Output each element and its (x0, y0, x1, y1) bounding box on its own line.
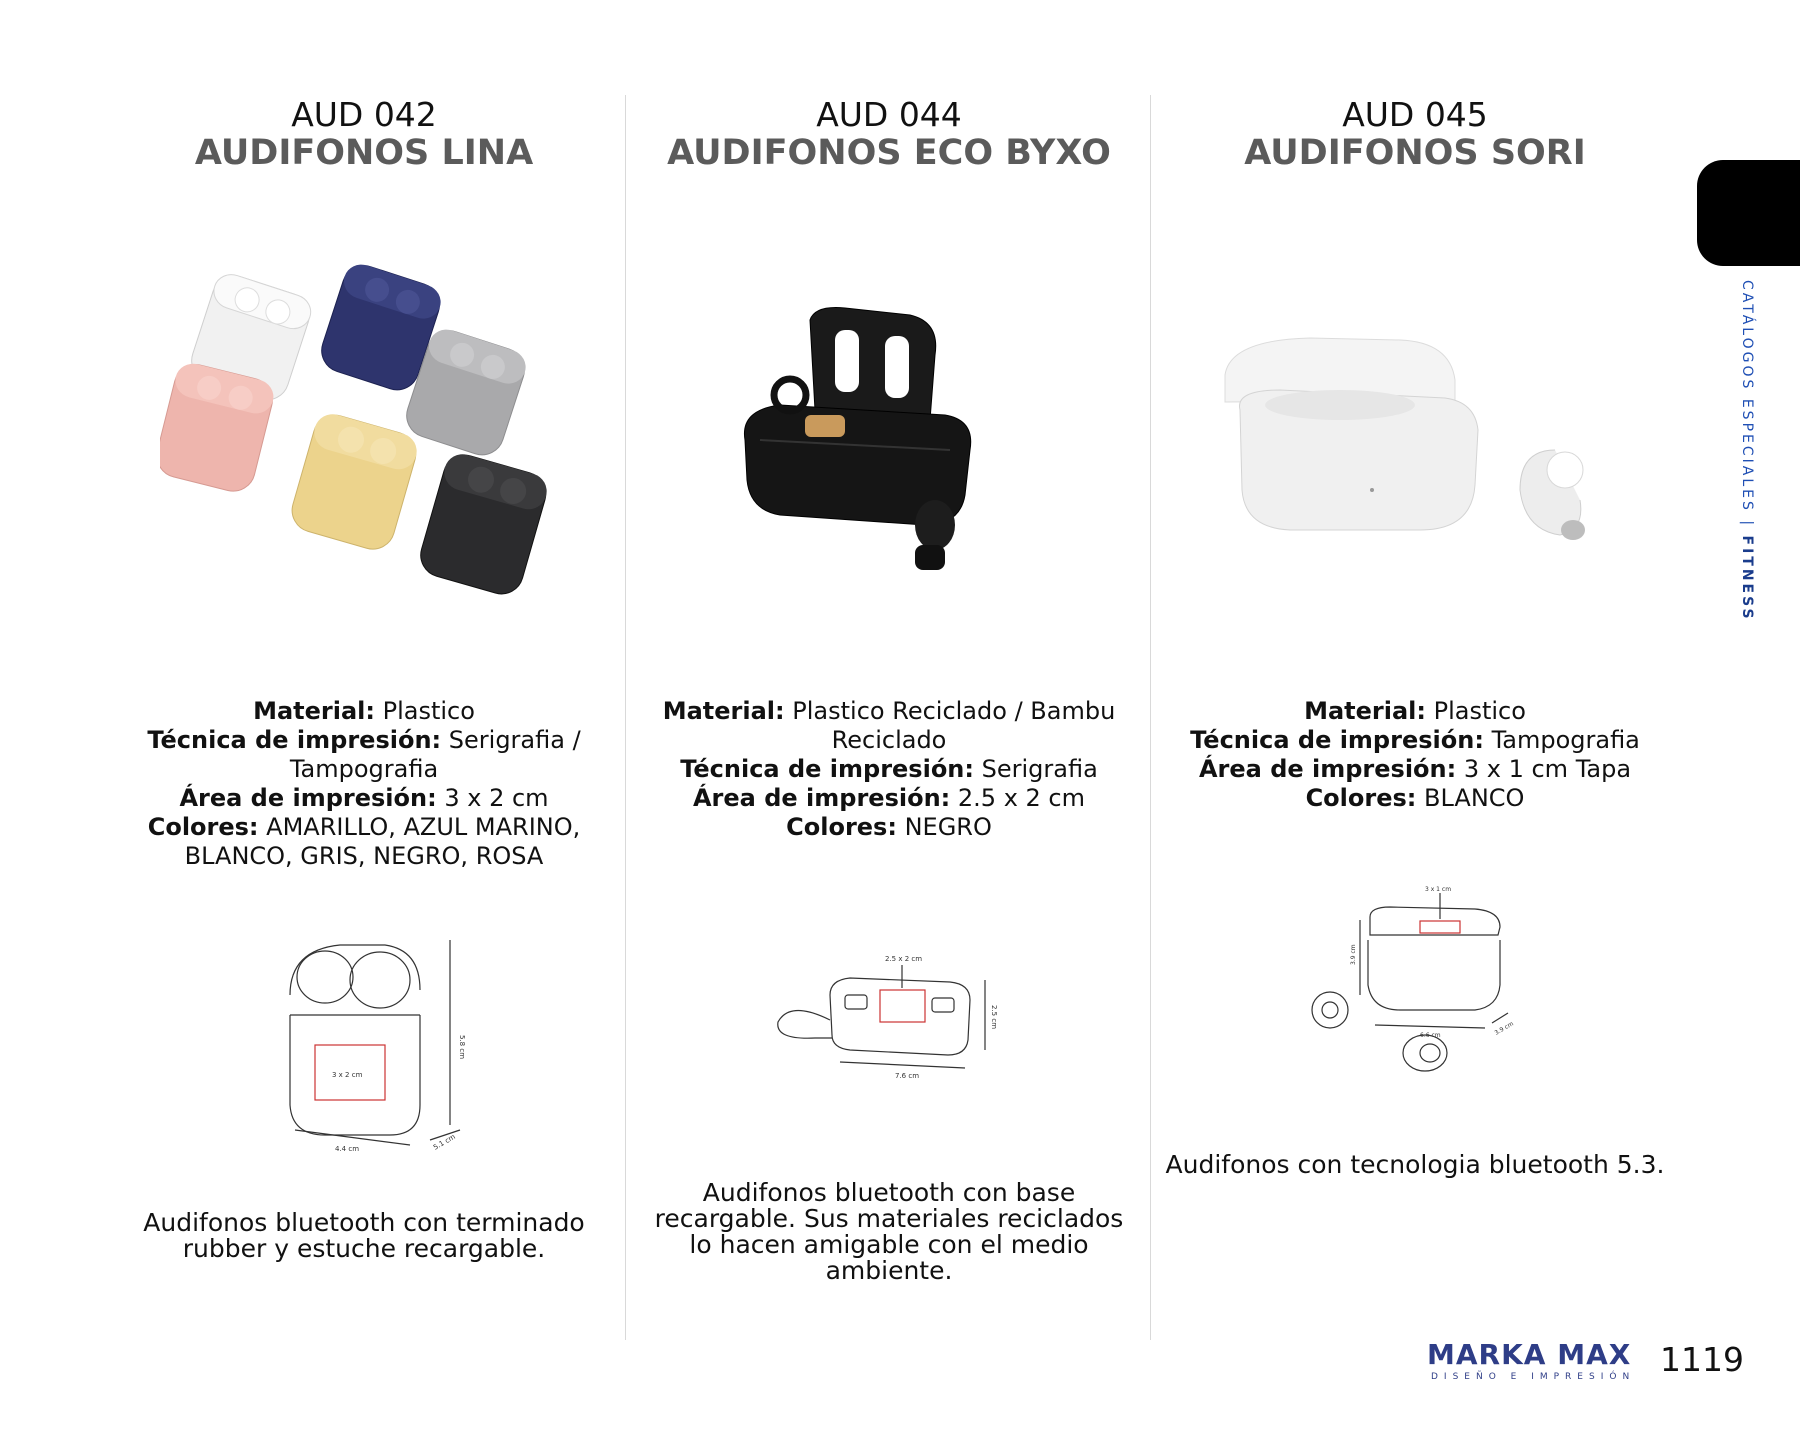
product-specs (640, 697, 1138, 842)
spec-technique: Técnica de impresión: Serigrafia (680, 755, 1098, 783)
spec-area: Área de impresión: 2.5 x 2 cm (692, 784, 1085, 812)
column-divider-1 (625, 95, 626, 1340)
sketch-height-label: 2.5 cm (990, 1005, 998, 1030)
product-photo-charging-case (735, 300, 1005, 590)
sketch-depth-label: 3.9 cm (1493, 1020, 1515, 1037)
spec-area: Área de impresión: 3 x 2 cm (179, 784, 549, 812)
column-divider-2 (1150, 95, 1151, 1340)
spec-colors: Colores: NEGRO (786, 813, 992, 841)
spec-technique: Técnica de impresión: Tampografia (1190, 726, 1640, 754)
sketch-area-label: 3 x 1 cm (1425, 886, 1452, 893)
section-side-label (1733, 280, 1763, 622)
spec-area: Área de impresión: 3 x 1 cm Tapa (1198, 755, 1632, 783)
sketch-height-label: 5.8 cm (458, 1035, 466, 1060)
product-name: AUDIFONOS ECO BYXO (667, 133, 1111, 173)
sketch-width-label: 6.6 cm (1420, 1032, 1441, 1039)
spec-technique: Técnica de impresión: Serigrafia / Tampografia (147, 726, 581, 783)
product-code: AUD 045 (1342, 95, 1488, 134)
product-name: AUDIFONOS LINA (194, 133, 534, 173)
sketch-depth-label: 5.1 cm (432, 1132, 457, 1152)
spec-material: Material: Plastico (1304, 697, 1526, 725)
sketch-area-label: 2.5 x 2 cm (885, 955, 923, 963)
sketch-area-label: 3 x 2 cm (332, 1071, 363, 1079)
spec-colors: Colores: BLANCO (1305, 784, 1525, 812)
technical-sketch (770, 950, 1000, 1085)
spec-material: Material: Plastico (253, 697, 475, 725)
side-separator: | (1739, 520, 1755, 529)
brand-name: MARKA MAX (1427, 1338, 1632, 1371)
product-name: AUDIFONOS SORI (1244, 133, 1586, 173)
spec-colors: Colores: AMARILLO, AZUL MARINO, BLANCO, GRIS, NEGRO, ROSA (147, 813, 581, 870)
technical-sketch (280, 935, 480, 1160)
product-code: AUD 044 (816, 95, 962, 134)
sketch-width-label: 4.4 cm (335, 1145, 360, 1153)
technical-sketch (1300, 885, 1520, 1080)
sketch-height-label: 3.9 cm (1350, 944, 1357, 965)
product-photo-open-ear-earbuds (1220, 330, 1600, 560)
product-aud-045 (1165, 0, 1665, 1436)
section-tab (1697, 160, 1800, 266)
product-code: AUD 042 (291, 95, 437, 134)
product-description: Audifonos bluetooth con terminado rubber y estuche recargable. (143, 1208, 585, 1263)
side-section: FITNESS (1739, 535, 1755, 622)
product-photo-earbuds-cases (160, 255, 580, 625)
sketch-width-label: 7.6 cm (895, 1072, 920, 1080)
page-number: 1119 (1660, 1340, 1744, 1379)
brand-tagline: DISEÑO E IMPRESIÓN (1431, 1372, 1636, 1382)
product-specs (120, 697, 608, 871)
spec-material: Material: Plastico Reciclado / Bambu Reciclado (662, 697, 1116, 754)
product-specs (1165, 697, 1665, 813)
product-aud-042 (120, 0, 608, 1436)
side-category: CATÁLOGOS ESPECIALES (1739, 280, 1755, 513)
product-aud-044 (640, 0, 1138, 1436)
product-description: Audifonos bluetooth con base recargable. Sus materiales reciclados lo hacen amigable con el medio ambiente. (654, 1178, 1124, 1285)
product-description: Audifonos con tecnologia bluetooth 5.3. (1165, 1150, 1665, 1179)
brand-logo (1427, 1338, 1672, 1384)
